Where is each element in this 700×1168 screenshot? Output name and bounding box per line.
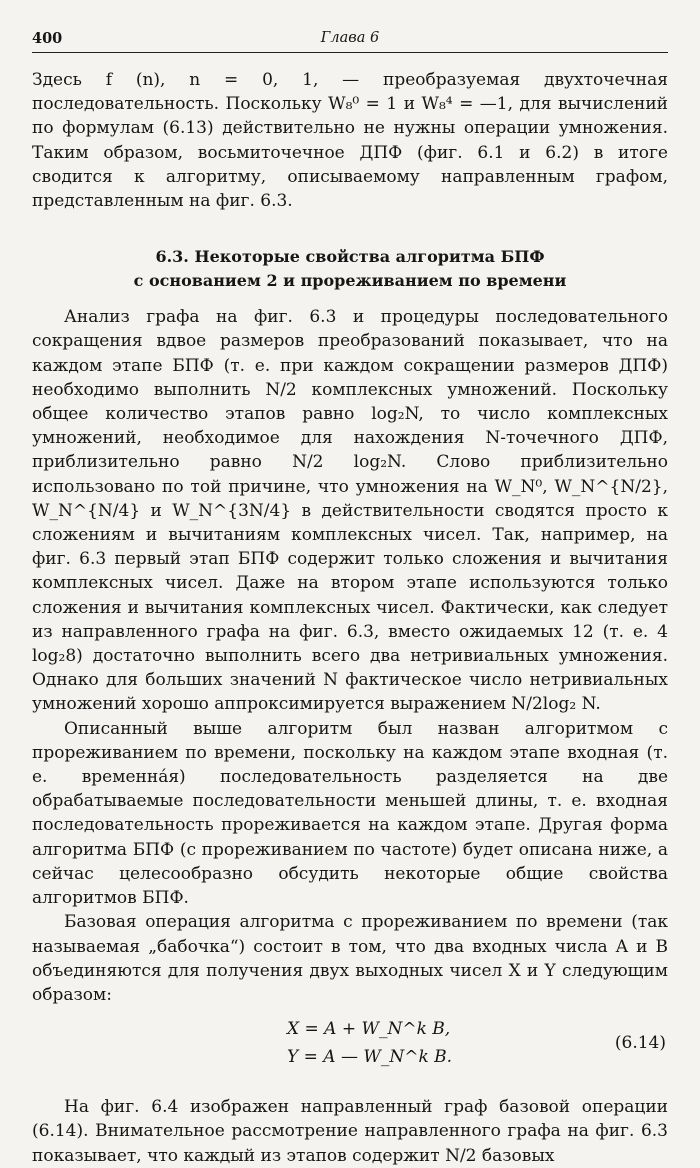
equation-line-y: Y = A — W_N^k B. xyxy=(287,1047,453,1068)
page-body xyxy=(32,68,668,1168)
section-title-line-1: 6.3. Некоторые свойства алгоритма БПФ xyxy=(155,247,545,267)
header-rule xyxy=(32,52,668,53)
paragraph: На фиг. 6.4 изображен направленный граф базовой операции (6.14). Внимательное рассмотрение направленного графа на фиг. 6.3 показывает, что каждый из этапов содержит N/2 базовых xyxy=(32,1097,668,1166)
equation-line-x: X = A + W_N^k B, xyxy=(287,1019,451,1040)
page-number: 400 xyxy=(32,30,63,47)
equation-lines xyxy=(287,1015,452,1071)
chapter-title: Глава 6 xyxy=(320,30,380,46)
paragraph: Описанный выше алгоритм был назван алгоритмом с прореживанием по времени, поскольку на каждом этапе входная (т. е. временна́я) последовательность разделяется на две обрабатываемые последовательности меньшей длины, т. е. входная последовательность прореживается на каждом этапе. Другая форма алгоритма БПФ (с прореживанием по частоте) будет описана ниже, а сейчас целесообразно обсудить некоторые общие свойства алгоритмов БПФ. xyxy=(32,718,668,909)
equation-number: (6.14) xyxy=(614,1033,666,1054)
section-title-line-2: с основанием 2 и прореживанием по времени xyxy=(133,271,567,291)
equation-block xyxy=(32,1015,668,1085)
paragraph: Анализ графа на фиг. 6.3 и процедуры последовательного сокращения вдвое размеров преобразований показывает, что на каждом этапе БПФ (т. е. при каждом сокращении размеров ДПФ) необходимо выполнить N/2 комплексных умножений. Поскольку общее количество этапов равно log₂N, то число комплексных умножений, необходимое для нахождения N-точечного ДПФ, приблизительно равно N/2 log₂N. Слово приблизительно использовано по той причине, что умножения на W_N⁰, W_N^{N/2}, W_N^{N/4} и W_N^{3N/4} в действительности сводятся просто к сложениям и вычитаниям комплексных чисел. Так, например, на фиг. 6.3 первый этап БПФ содержит только сложения и вычитания комплексных чисел. Даже на втором этапе используются только сложения и вычитания комплексных чисел. Фактически, как следует из направленного графа на фиг. 6.3, вместо ожидаемых 12 (т. е. 4 log₂8) достаточно выполнить всего два нетривиальных умножения. Однако для больших значений N фактическое число нетривиальных умножений хорошо аппроксимируется выражением N/2log₂ N. xyxy=(32,307,668,715)
paragraph: Здесь f (n), n = 0, 1, — преобразуемая двухточечная последовательность. Поскольку W₈⁰ = 1 и W₈⁴ = —1, для вычислений по формулам (6.13) действительно не нужны операции умножения. Таким образом, восьмиточечное ДПФ (фиг. 6.1 и 6.2) в итоге сводится к алгоритму, описываемому направленным графом, представленным на фиг. 6.3. xyxy=(32,70,668,212)
section-heading xyxy=(32,245,668,293)
paragraph: Базовая операция алгоритма с прореживанием по времени (так называемая „бабочка“) состоит в том, что два входных числа A и B объединяются для получения двух выходных чисел X и Y следующим образом: xyxy=(32,912,668,1005)
running-head xyxy=(32,30,668,50)
